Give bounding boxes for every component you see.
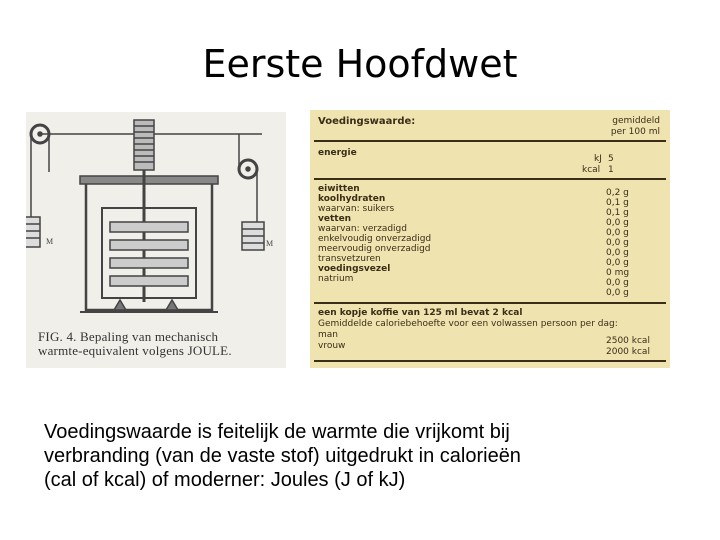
- nutrient-value: 0,1 g: [606, 198, 629, 208]
- divider: [314, 360, 666, 362]
- body-line-2: verbranding (van de vaste stof) uitgedrukt in calorieën: [44, 445, 521, 467]
- nutrient-value: 0,1 g: [606, 208, 629, 218]
- nutrient-value: 0,0 g: [606, 228, 629, 238]
- kcal-value: 1: [608, 165, 614, 175]
- nutrient-row: natrium: [318, 274, 354, 284]
- figure-caption: [38, 330, 284, 358]
- body-line-1: Voedingswaarde is feitelijk de warmte die vrijkomt bij: [44, 421, 510, 443]
- weight-label-right: M: [266, 239, 274, 248]
- nutrient-value: 0,2 g: [606, 188, 629, 198]
- divider: [314, 178, 666, 180]
- nutrient-value: 0,0 g: [606, 248, 629, 258]
- nutrient-row: waarvan: verzadigd: [318, 224, 407, 234]
- kcal-unit: kcal: [582, 165, 601, 175]
- body-text: [44, 420, 684, 492]
- divider: [314, 140, 666, 142]
- nutrient-row: transvetzuren: [318, 254, 381, 264]
- caption-line-1: FIG. 4. Bepaling van mechanisch: [38, 329, 219, 344]
- man-value: 2500 kcal: [606, 336, 650, 346]
- kj-value: 5: [608, 154, 614, 164]
- nutrient-row: meervoudig onverzadigd: [318, 244, 431, 254]
- caption-line-2: warmte-equivalent volgens JOULE.: [38, 343, 232, 358]
- energy-label: energie: [318, 148, 357, 158]
- joule-apparatus-figure: [26, 112, 286, 368]
- nutrient-value: 0,0 g: [606, 258, 629, 268]
- nutrient-row: enkelvoudig onverzadigd: [318, 234, 432, 244]
- daily-need-line: Gemiddelde caloriebehoefte voor een volwassen persoon per dag:: [318, 319, 618, 329]
- nutrition-header: Voedingswaarde:: [318, 116, 416, 127]
- divider: [314, 302, 666, 304]
- header-average: gemiddeld: [612, 116, 660, 126]
- slide-title: Eerste Hoofdwet: [202, 42, 518, 86]
- nutrient-value: 0 mg: [606, 268, 630, 278]
- nutrient-row: vetten: [318, 214, 352, 224]
- coffee-line: een kopje koffie van 125 ml bevat 2 kcal: [318, 308, 523, 318]
- weight-label-left: M: [46, 237, 54, 246]
- nutrition-label: [310, 110, 670, 368]
- vrouw-label: vrouw: [318, 341, 346, 351]
- nutrient-row: eiwitten: [318, 184, 360, 194]
- nutrient-row: koolhydraten: [318, 194, 386, 204]
- nutrient-row: waarvan: suikers: [318, 204, 395, 214]
- nutrient-value: 0,0 g: [606, 238, 629, 248]
- kj-unit: kJ: [594, 154, 602, 164]
- vrouw-value: 2000 kcal: [606, 347, 650, 357]
- nutrient-value-extra: 0,0 g: [606, 288, 629, 298]
- nutrient-value: 0,0 g: [606, 278, 629, 288]
- header-per-100ml: per 100 ml: [610, 127, 660, 137]
- man-label: man: [318, 330, 338, 340]
- body-line-3: (cal of kcal) of moderner: Joules (J of kJ): [44, 469, 406, 491]
- nutrient-row: voedingsvezel: [318, 264, 391, 274]
- nutrient-value: 0,0 g: [606, 218, 629, 228]
